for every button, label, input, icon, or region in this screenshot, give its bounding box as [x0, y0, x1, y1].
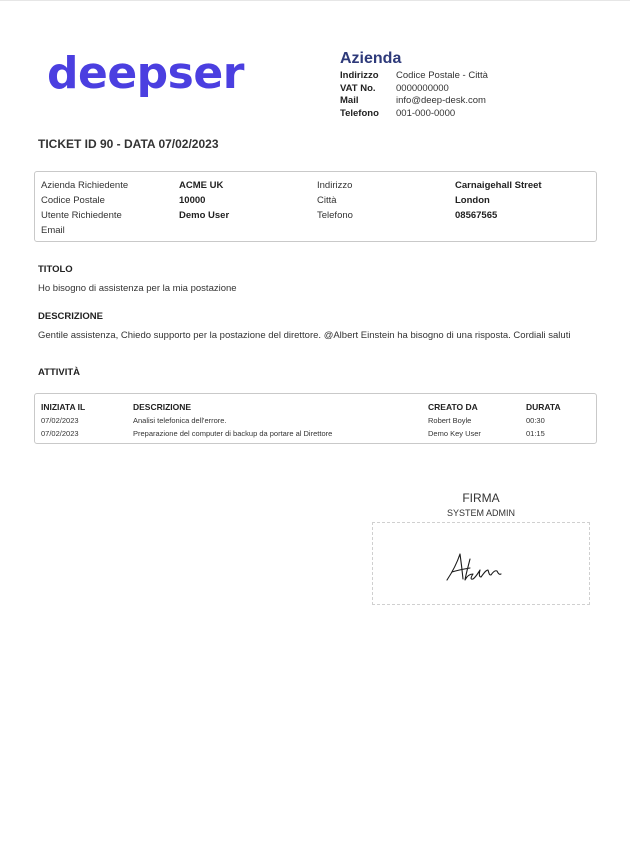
table-cell: Analisi telefonica dell'errore. [133, 416, 227, 425]
indirizzo-label: Indirizzo [317, 180, 353, 191]
table-cell: Robert Boyle [428, 416, 472, 425]
company-vat-label: VAT No. [340, 82, 376, 94]
signature-box [372, 522, 590, 605]
page-top-line [0, 0, 630, 1]
company-address-value: Codice Postale - Città [396, 70, 488, 81]
company-mail-label: Mail [340, 95, 359, 106]
attivita-heading: ATTIVITÀ [38, 367, 81, 378]
table-cell: 01:15 [526, 429, 545, 438]
firma-label: FIRMA [462, 491, 500, 505]
company-address-label: Indirizzo [340, 70, 379, 81]
utente-value: Demo User [179, 210, 230, 221]
titolo-text: Ho bisogno di assistenza per la mia postazione [38, 283, 237, 294]
descrizione-heading: DESCRIZIONE [38, 311, 103, 322]
col-header-durata: DURATA [526, 402, 561, 412]
ticket-title: TICKET ID 90 - DATA 07/02/2023 [38, 137, 219, 151]
table-cell: 07/02/2023 [41, 429, 79, 438]
company-vat-row [340, 83, 488, 96]
company-mail-row [340, 95, 488, 108]
codice-postale-value: 10000 [179, 195, 206, 206]
indirizzo-value: Carnaigehall Street [455, 180, 542, 191]
company-phone-value: 001-000-0000 [396, 107, 456, 119]
codice-postale-label: Codice Postale [41, 195, 105, 206]
telefono-value: 08567565 [455, 210, 498, 221]
col-header-iniziata: INIZIATA IL [41, 402, 86, 412]
email-label: Email [41, 225, 65, 236]
azienda-label: Azienda Richiedente [41, 180, 129, 191]
utente-label: Utente Richiedente [41, 210, 122, 221]
company-logo: deepser [47, 48, 244, 99]
company-info [340, 50, 488, 120]
table-cell: 00:30 [526, 416, 545, 425]
firma-signer: SYSTEM ADMIN [446, 508, 515, 518]
table-cell: Demo Key User [428, 429, 481, 438]
citta-value: London [455, 195, 490, 206]
col-header-descrizione: DESCRIZIONE [133, 402, 192, 412]
company-vat-value: 0000000000 [396, 82, 449, 94]
titolo-heading: TITOLO [38, 264, 73, 275]
table-cell: Preparazione del computer di backup da portare al Direttore [133, 429, 333, 438]
telefono-label: Telefono [317, 210, 353, 221]
azienda-value: ACME UK [179, 180, 224, 191]
descrizione-text: Gentile assistenza, Chiedo supporto per la postazione del direttore. @Albert Einstein ha bisogno di una risposta. Cordiali saluti [38, 330, 571, 341]
company-phone-row [340, 108, 488, 121]
activity-table [34, 393, 597, 444]
company-phone-label: Telefono [340, 107, 379, 119]
signature-image [443, 549, 513, 589]
company-name: Azienda [340, 50, 402, 67]
company-address-row [340, 70, 488, 83]
table-cell: 07/02/2023 [41, 416, 79, 425]
company-mail-value: info@deep-desk.com [396, 95, 486, 106]
citta-label: Città [317, 195, 337, 206]
col-header-creato-da: CREATO DA [428, 402, 478, 412]
ticket-info-box [34, 171, 597, 242]
